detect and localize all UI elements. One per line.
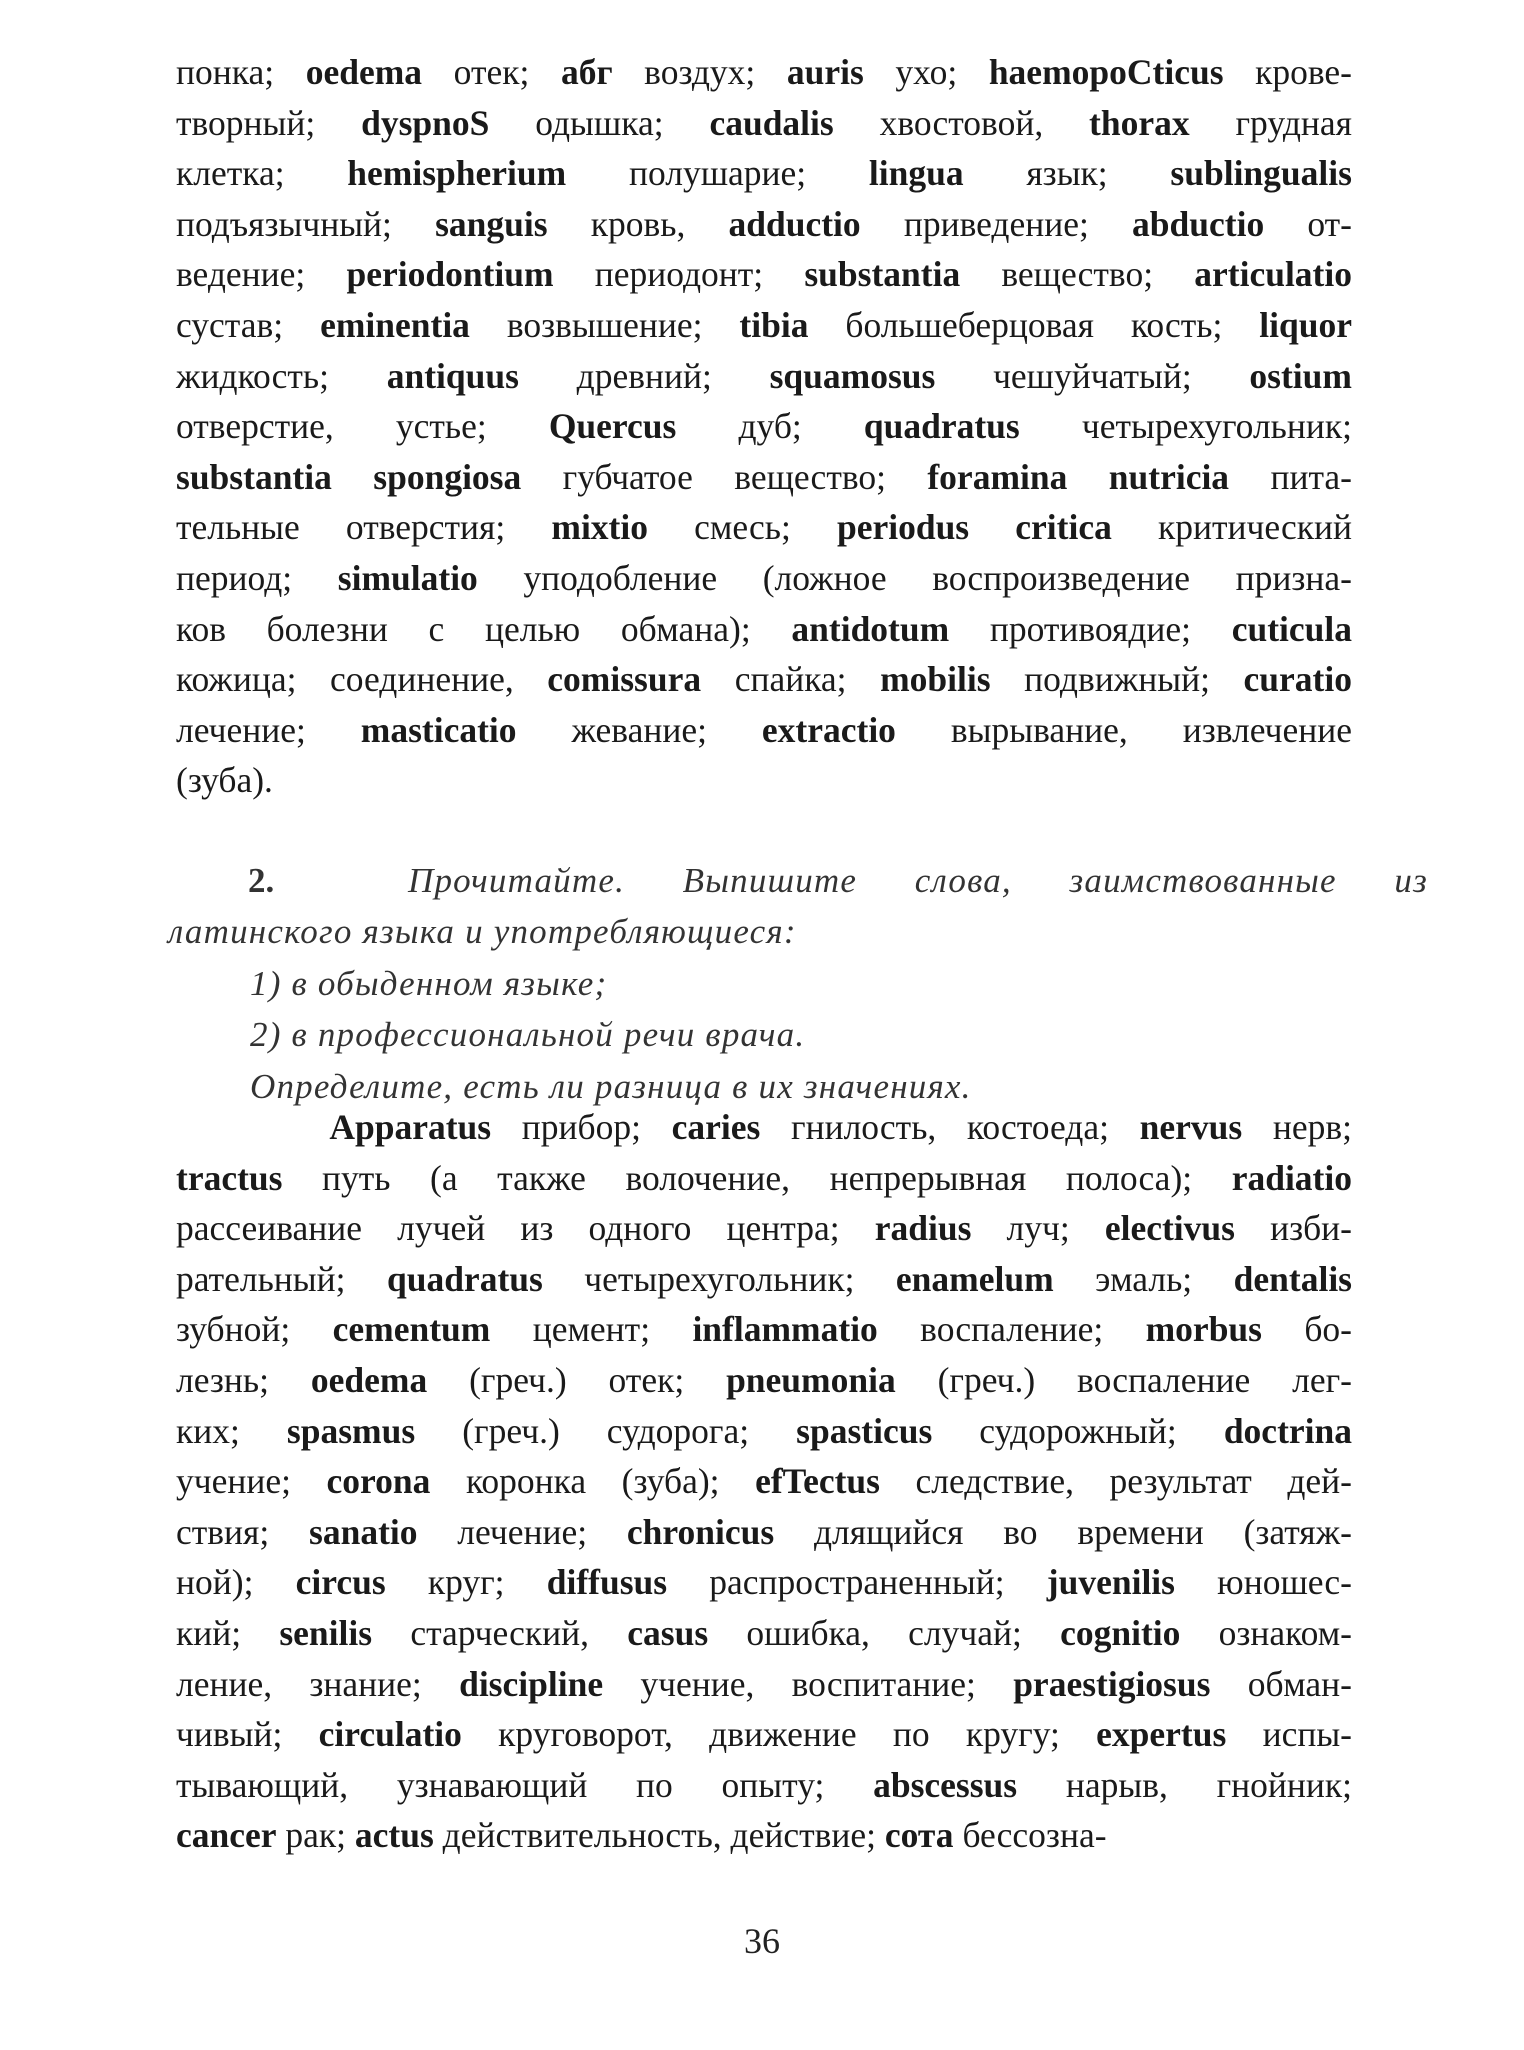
translation-text: тельные отверстия; [176, 507, 552, 548]
translation-text: кожица; соединение, [176, 659, 548, 700]
text-line [176, 98, 1352, 149]
translation-text: чешуйчатый; [935, 355, 1250, 396]
latin-term: oedema [305, 52, 423, 92]
latin-term: simulatio [337, 557, 478, 598]
latin-term: cancer [176, 1815, 277, 1856]
translation-text: прибор; [491, 1107, 672, 1147]
translation-text: творный; [176, 102, 362, 143]
translation-text: длящийся во времени (затяж- [774, 1511, 1352, 1552]
translation-text: спайка; [701, 659, 881, 700]
translation-text: бессозна- [953, 1815, 1107, 1856]
translation-text: лечение; [417, 1511, 627, 1552]
translation-text: подвижный; [990, 659, 1244, 700]
translation-text: эмаль; [1053, 1258, 1234, 1299]
latin-term: periodus critica [836, 507, 1112, 548]
vocabulary-paragraph-top [176, 47, 1352, 806]
latin-term: cuticula [1231, 608, 1352, 649]
translation-text: ошибка, случай; [708, 1612, 1061, 1653]
text-line [176, 452, 1352, 503]
translation-text: ков болезни с целью обмана); [176, 608, 792, 649]
latin-term: corona [326, 1461, 431, 1502]
latin-term: caudalis [709, 102, 834, 143]
latin-term: Apparatus [329, 1107, 492, 1147]
text-line [176, 1507, 1352, 1558]
text-line [176, 199, 1352, 250]
latin-term: senilis [279, 1612, 373, 1653]
text-line [176, 1254, 1352, 1305]
text-line [176, 1304, 1352, 1355]
translation-text: ознаком- [1180, 1612, 1352, 1653]
latin-term: squamosus [769, 355, 936, 396]
text-line [176, 1760, 1352, 1811]
translation-text: противоядие; [949, 608, 1232, 649]
latin-term: абг [560, 52, 613, 92]
translation-text: (греч.) судорога; [415, 1410, 797, 1451]
latin-term: foramina nutricia [927, 456, 1230, 497]
latin-term: expertus [1096, 1714, 1227, 1755]
text-line [176, 1355, 1352, 1406]
text-line [176, 1659, 1352, 1710]
text-line [176, 502, 1352, 553]
latin-term: adductio [728, 203, 861, 244]
text-line [176, 249, 1352, 300]
latin-term: spasmus [286, 1410, 416, 1451]
translation-text: распространенный; [667, 1562, 1047, 1603]
translation-text: кровь, [547, 203, 729, 244]
translation-text: пита- [1229, 456, 1352, 497]
translation-text: юношес- [1175, 1562, 1352, 1603]
translation-text: ухо; [863, 52, 989, 92]
translation-text: судорожный; [932, 1410, 1224, 1451]
translation-text: (греч.) отек; [427, 1359, 727, 1400]
translation-text: древний; [518, 355, 770, 396]
translation-text: грудная [1189, 102, 1352, 143]
latin-term: oedema [310, 1359, 428, 1400]
translation-text: учение; [176, 1461, 327, 1502]
translation-text: одышка; [489, 102, 710, 143]
translation-text: кий; [176, 1612, 280, 1653]
latin-term: сота [884, 1815, 954, 1856]
translation-text: критический [1111, 507, 1352, 548]
translation-text: понка; [176, 52, 306, 92]
text-line [176, 1810, 1352, 1861]
translation-text: хвостовой, [833, 102, 1090, 143]
text-line [176, 148, 1352, 199]
task-heading-line [168, 855, 1428, 906]
translation-text: сустав; [176, 304, 321, 345]
translation-text: четырехугольник; [1019, 406, 1352, 447]
translation-text: клетка; [176, 153, 348, 194]
latin-term: cementum [332, 1309, 491, 1350]
task-instruction-line-5: Определите, есть ли разница в их значениях. [250, 1067, 972, 1106]
translation-text: нерв; [1242, 1107, 1353, 1147]
latin-term: cognitio [1060, 1612, 1181, 1653]
text-line [176, 604, 1352, 655]
translation-text: приведение; [860, 203, 1133, 244]
translation-text: коронка (зуба); [430, 1461, 756, 1502]
latin-term: masticatio [360, 709, 517, 750]
latin-term: tractus [176, 1157, 283, 1198]
translation-text: цемент; [490, 1309, 693, 1350]
text-line [176, 1709, 1352, 1760]
translation-text: жидкость; [176, 355, 387, 396]
translation-text: луч; [971, 1208, 1105, 1249]
latin-term: enamelum [895, 1258, 1054, 1299]
latin-term: lingua [868, 153, 964, 194]
translation-text: нарыв, гнойник; [1017, 1764, 1352, 1805]
latin-term: curatio [1243, 659, 1352, 700]
translation-text: отверстие, устье; [176, 406, 549, 447]
latin-term: quadratus [386, 1258, 543, 1299]
latin-term: antidotum [791, 608, 950, 649]
latin-term: extractio [761, 709, 896, 750]
text-line [176, 705, 1352, 756]
translation-text: чивый; [176, 1714, 319, 1755]
translation-text: большеберцовая кость; [808, 304, 1260, 345]
task-list-item-2: 2) в профессиональной речи врача. [250, 1015, 806, 1054]
latin-term: hemispherium [347, 153, 567, 194]
text-line [176, 300, 1352, 351]
text-line [176, 1102, 1352, 1153]
translation-text: полушарие; [566, 153, 869, 194]
latin-term: auris [786, 52, 864, 92]
text-line [176, 351, 1352, 402]
latin-term: periodontium [346, 254, 554, 295]
translation-text: рак; [276, 1815, 355, 1856]
text-line [176, 1153, 1352, 1204]
translation-text: лечение; [176, 709, 361, 750]
translation-text: возвышение; [469, 304, 740, 345]
translation-text: действительность, действие; [433, 1815, 885, 1856]
translation-text: уподобление (ложное воспроизведение призна- [477, 557, 1352, 598]
translation-text: (греч.) воспаление лег- [895, 1359, 1352, 1400]
latin-term: chronicus [626, 1511, 775, 1552]
latin-term: spasticus [796, 1410, 933, 1451]
latin-term: morbus [1145, 1309, 1262, 1350]
translation-text: изби- [1234, 1208, 1353, 1249]
latin-term: ostium [1249, 355, 1352, 396]
latin-term: articulatio [1194, 254, 1352, 295]
translation-text: испы- [1226, 1714, 1352, 1755]
latin-term: liquor [1259, 304, 1352, 345]
translation-text: гнилость, костоеда; [760, 1107, 1140, 1147]
latin-term: dyspnoS [361, 102, 490, 143]
latin-term: discipline [459, 1663, 604, 1704]
translation-text: подъязычный; [176, 203, 436, 244]
latin-term: sublingualis [1170, 153, 1352, 194]
translation-text: четырехугольник; [542, 1258, 896, 1299]
translation-text: следствие, результат дей- [879, 1461, 1352, 1502]
translation-text: путь (а также волочение, непрерывная полоса); [282, 1157, 1232, 1198]
latin-term: substantia [804, 254, 961, 295]
text-line [176, 1406, 1352, 1457]
translation-text: ведение; [176, 254, 347, 295]
translation-text: от- [1264, 203, 1353, 244]
latin-term: Quercus [548, 406, 677, 447]
translation-text: зубной; [176, 1309, 333, 1350]
latin-term: sanatio [309, 1511, 418, 1552]
latin-term: efTectus [755, 1461, 880, 1502]
translation-text: учение, воспитание; [603, 1663, 1014, 1704]
latin-term: tibia [739, 304, 809, 345]
translation-text: язык; [963, 153, 1171, 194]
translation-text: ление, знание; [176, 1663, 460, 1704]
translation-text: вырывание, извлечение [895, 709, 1352, 750]
translation-text: крове- [1223, 52, 1353, 92]
latin-term: juvenilis [1046, 1562, 1175, 1603]
task-number: 2. [248, 861, 275, 900]
translation-text: периодонт; [553, 254, 805, 295]
translation-text: рательный; [176, 1258, 387, 1299]
latin-term: antiquus [386, 355, 519, 396]
page-number: 36 [744, 1921, 780, 1961]
latin-term: inflammatio [692, 1309, 878, 1350]
translation-text: период; [176, 557, 338, 598]
text-line [176, 401, 1352, 452]
text-line [176, 1203, 1352, 1254]
latin-term: haemopoCticus [988, 52, 1224, 92]
translation-text: воспаление; [877, 1309, 1146, 1350]
text-line [176, 1557, 1352, 1608]
latin-term: praestigiosus [1013, 1663, 1211, 1704]
task-list-item-1: 1) в обыденном языке; [250, 964, 608, 1003]
translation-text: (зуба). [176, 760, 273, 801]
translation-text: лезнь; [176, 1359, 311, 1400]
latin-term: mobilis [880, 659, 991, 700]
translation-text: отек; [422, 52, 561, 92]
vocabulary-paragraph-bottom [176, 1102, 1352, 1861]
latin-term: quadratus [863, 406, 1020, 447]
latin-term: actus [354, 1815, 434, 1856]
translation-text: смесь; [648, 507, 837, 548]
translation-text: вещество; [960, 254, 1195, 295]
latin-term: circulatio [318, 1714, 462, 1755]
latin-term: circus [295, 1562, 386, 1603]
translation-text: ких; [176, 1410, 287, 1451]
latin-term: comissura [547, 659, 702, 700]
translation-text: старческий, [372, 1612, 628, 1653]
latin-term: doctrina [1223, 1410, 1352, 1451]
latin-term: radiatio [1231, 1157, 1352, 1198]
translation-text: бо- [1262, 1309, 1352, 1350]
translation-text: дуб; [676, 406, 864, 447]
translation-text: тывающий, узнавающий по опыту; [176, 1764, 874, 1805]
translation-text: ствия; [176, 1511, 310, 1552]
task-instruction-line-2: латинского языка и употребляющиеся: [168, 912, 797, 951]
latin-term: casus [627, 1612, 709, 1653]
text-line [176, 47, 1352, 98]
text-line [176, 755, 1352, 806]
text-line [176, 1456, 1352, 1507]
latin-term: sanguis [435, 203, 548, 244]
translation-text: жевание; [516, 709, 762, 750]
latin-term: pneumonia [726, 1359, 896, 1400]
translation-text [176, 1107, 329, 1147]
translation-text: губчатое вещество; [521, 456, 928, 497]
text-line [176, 1608, 1352, 1659]
latin-term: diffusus [546, 1562, 668, 1603]
latin-term: thorax [1089, 102, 1190, 143]
translation-text: круговорот, движение по кругу; [461, 1714, 1097, 1755]
latin-term: abscessus [873, 1764, 1018, 1805]
translation-text: обман- [1210, 1663, 1352, 1704]
latin-term: radius [874, 1208, 972, 1249]
latin-term: mixtio [551, 507, 648, 548]
text-line [176, 654, 1352, 705]
latin-term: eminentia [320, 304, 470, 345]
task-instruction-line-1: Прочитайте. Выпишите слова, заимствованные из [408, 861, 1428, 900]
latin-term: dentalis [1233, 1258, 1352, 1299]
text-line [176, 553, 1352, 604]
translation-text: рассеивание лучей из одного центра; [176, 1208, 875, 1249]
latin-term: abductio [1132, 203, 1265, 244]
translation-text: ной); [176, 1562, 296, 1603]
latin-term: caries [671, 1107, 761, 1147]
latin-term: substantia spongiosa [176, 456, 522, 497]
translation-text: круг; [385, 1562, 547, 1603]
translation-text: воздух; [612, 52, 787, 92]
latin-term: electivus [1104, 1208, 1235, 1249]
latin-term: nervus [1139, 1107, 1243, 1147]
